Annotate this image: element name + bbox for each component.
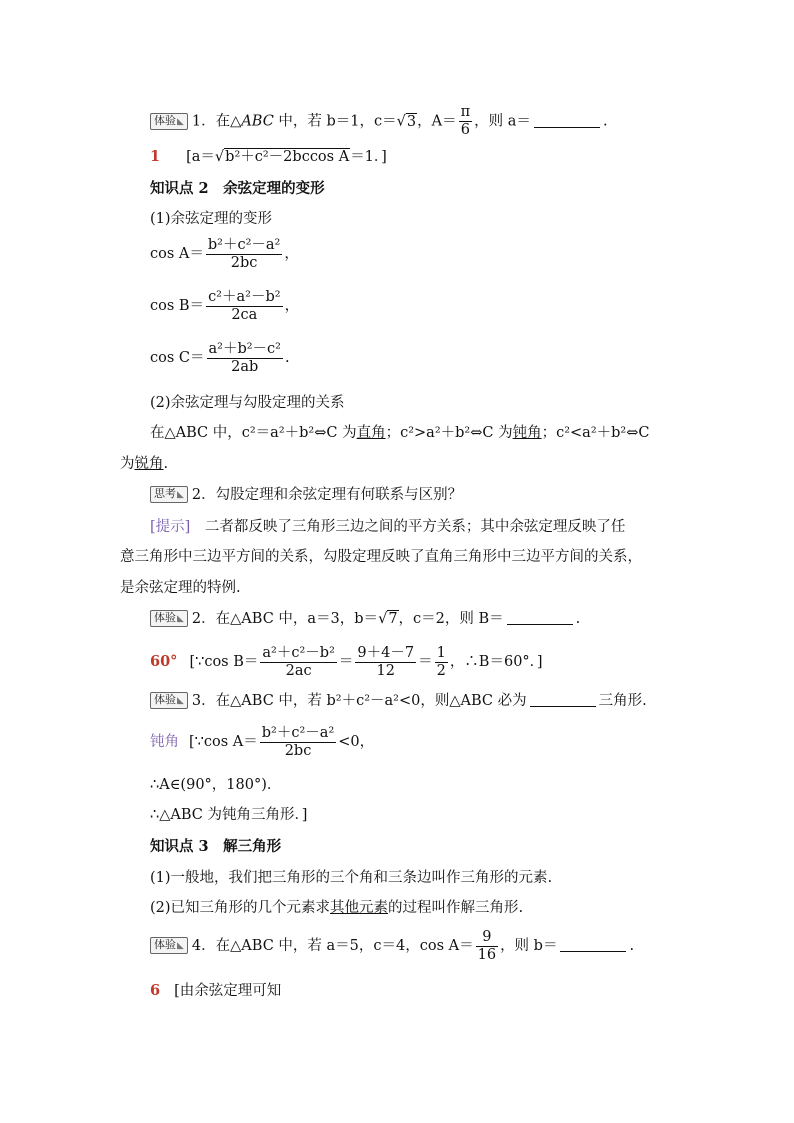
- answer-3-line-3: ∴△ABC 为钝角三角形．]: [150, 807, 308, 823]
- question-1: 体验 ◣ 1．在△ABC 中，若 b＝1，c＝√3，A＝ $\frac{\pi}{6}$ ，则 a＝ .: [150, 104, 608, 139]
- answer-3-line-2: ∴A∈(90°，180°)．: [150, 777, 282, 793]
- answer-blank[interactable]: [534, 113, 600, 128]
- answer-blank[interactable]: [530, 692, 596, 707]
- answer-1: 1 [a＝√b²＋c²－2bccos A＝1．]: [150, 148, 387, 165]
- answer-2: 60° [∵cos B＝ $\frac{\text{a²＋c²－b²}}{2ac}$ ＝ $\frac{9+4-7}{12}$ ＝ $\frac{1}{2}$ ，∴B＝60°．]: [150, 644, 543, 679]
- answer-3: 钝角 [∵cos A＝ $\frac{\text{b²＋c²－a²}}{2bc}$ <0，: [150, 724, 375, 759]
- formula-cosA: cos A＝ $\frac{\text{b²＋c²－a²}}{2bc}$ ，: [150, 236, 299, 271]
- k3-paragraph-1: (1)一般地，我们把三角形的三个角和三条边叫作三角形的元素.: [150, 870, 553, 886]
- experience-badge: 体验 ◣: [150, 113, 188, 130]
- formula-cosC: cos C＝ $\frac{\text{a²＋b²－c²}}{2ab}$ .: [150, 340, 290, 375]
- think-badge: 思考 ◣: [150, 486, 188, 503]
- question-3: 体验 ◣ 3．在△ABC 中，若 b²＋c²－a²<0，则△ABC 必为 三角形.: [150, 692, 647, 711]
- subsection-1: (1)余弦定理的变形: [150, 211, 273, 227]
- subsection-2: (2)余弦定理与勾股定理的关系: [150, 395, 345, 411]
- answer-4: 6 [由余弦定理可知: [150, 982, 282, 999]
- answer-blank[interactable]: [507, 610, 573, 625]
- pi-over-6: $\frac{\pi}{6}$: [460, 104, 471, 138]
- k3-paragraph-2: (2)已知三角形的几个元素求其他元素的过程叫作解三角形.: [150, 900, 524, 916]
- relation-line-1: 在△ABC 中，c²＝a²＋b²⇔C 为直角；c²>a²＋b²⇔C 为钝角；c²<a²＋b²⇔C: [150, 425, 650, 441]
- section-title-3: 知识点 3 解三角形: [150, 838, 282, 855]
- question-4: 体验 ◣ 4．在△ABC 中，若 a＝5，c＝4，cos A＝ $\frac{9}{16}$ ，则 b＝ .: [150, 928, 634, 964]
- question-2: 体验 ◣ 2．在△ABC 中，a＝3，b＝√7，c＝2，则 B＝ .: [150, 610, 580, 629]
- answer-blank[interactable]: [560, 937, 626, 952]
- think-question-2: 思考 ◣ 2．勾股定理和余弦定理有何联系与区别？: [150, 486, 462, 505]
- formula-cosB: cos B＝ $\frac{\text{c²＋a²－b²}}{2ca}$ ，: [150, 288, 300, 323]
- section-title-2: 知识点 2 余弦定理的变形: [150, 180, 325, 197]
- relation-line-2: 为锐角.: [120, 456, 169, 472]
- hint-line-1: [提示] 二者都反映了三角形三边之间的平方关系；其中余弦定理反映了任: [150, 519, 626, 535]
- hint-line-3: 是余弦定理的特例.: [120, 580, 241, 596]
- hint-line-2: 意三角形中三边平方间的关系，勾股定理反映了直角三角形中三边平方间的关系，: [120, 549, 642, 565]
